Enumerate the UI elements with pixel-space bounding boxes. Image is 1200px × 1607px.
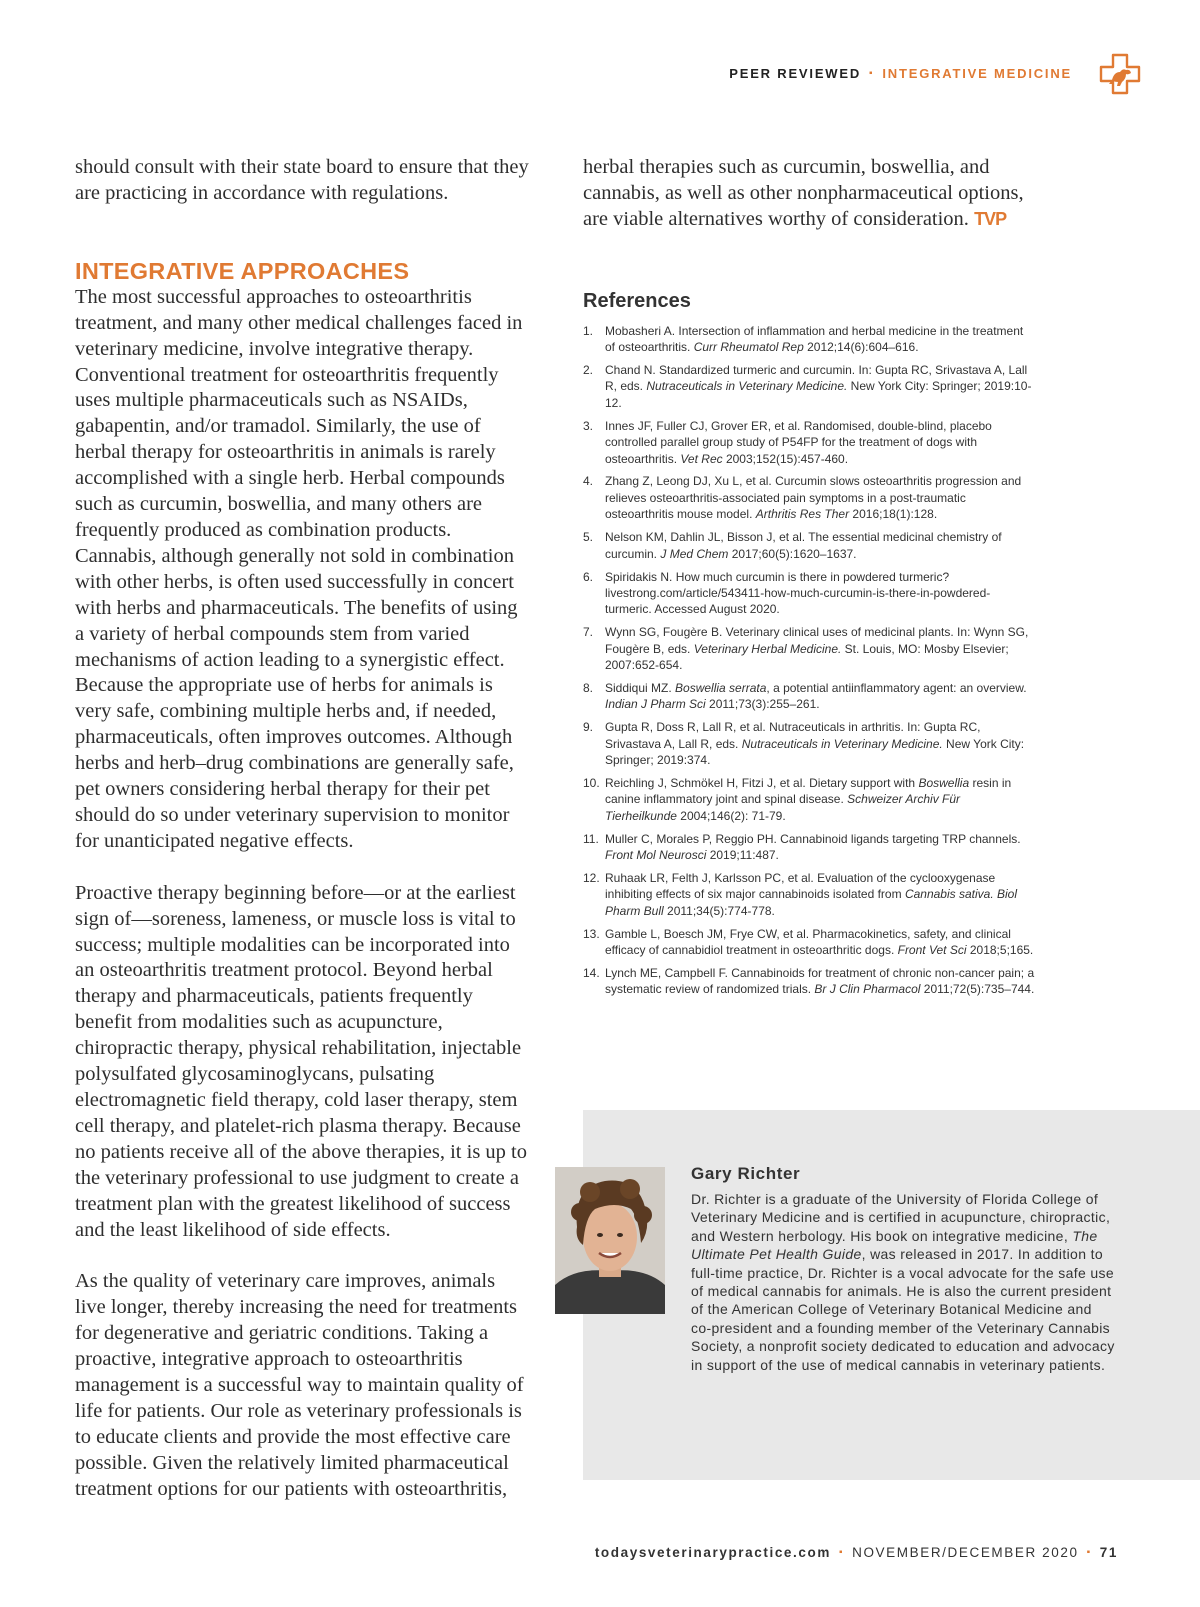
reference-item xyxy=(583,624,1035,673)
bio-text-part: Dr. Richter is a graduate of the University of Florida College of Veterinary Medicine and is certified in acupuncture, chiropractic, and Western herbology. His book on integrative medicine, xyxy=(691,1191,1111,1244)
intro-paragraph: should consult with their state board to ensure that they are practicing in accordance with regulations. xyxy=(75,156,529,204)
reference-text: Boswellia xyxy=(918,775,970,790)
page-number: 71 xyxy=(1099,1545,1118,1560)
reference-text: Br J Clin Pharmacol xyxy=(814,982,921,997)
reference-text: Siddiqui MZ. xyxy=(605,680,676,695)
reference-text: Chand N. Standardized turmeric and curcumin. In: Gupta RC, Srivastava A, Lall R, eds. xyxy=(605,363,1028,394)
reference-text: Reichling J, Schmökel H, Fitzi J, et al. Dietary support with xyxy=(605,775,919,790)
reference-text: Muller C, Morales P, Reggio PH. Cannabinoid ligands targeting TRP channels. xyxy=(605,831,1021,846)
reference-text: Gamble L, Boesch JM, Frye CW, et al. Pharmacokinetics, safety, and clinical efficacy of cannabidiol treatment in osteoarthritic dogs. xyxy=(605,926,1011,958)
reference-text: Nelson KM, Dahlin JL, Bisson J, et al. The essential medicinal chemistry of curcumin. xyxy=(605,530,1002,561)
tvp-end-mark: TVP xyxy=(974,208,1007,229)
reference-number: 12. xyxy=(583,871,600,885)
references-heading: References xyxy=(583,289,691,312)
reference-item xyxy=(583,529,1035,562)
author-portrait-icon xyxy=(555,1167,665,1314)
reference-text: 2018;5;165. xyxy=(966,943,1034,958)
reference-text: 2011;34(5):774-778. xyxy=(663,903,775,918)
running-footer xyxy=(595,1545,1118,1560)
reference-text: Vet Rec xyxy=(680,451,723,466)
reference-number: 11. xyxy=(583,831,599,846)
header-separator: ▪ xyxy=(869,68,875,79)
reference-text: , a potential antiinflammatory agent: an overview. xyxy=(766,680,1027,695)
body-paragraph-2: Proactive therapy beginning before—or at the earliest sign of—soreness, lameness, or muscle loss is vital to success; multiple modalities can be incorporated into an osteoarthritis treatment protocol. Beyond herbal therapy and pharmaceuticals, patients frequently benefit from modalities such as acupuncture, chiropractic therapy, physical rehabilitation, injectable polysulfated glycosaminoglycans, pulsating electromagnetic field therapy, cold laser therapy, stem cell therapy, and platelet-rich plasma therapy. Because no patients receive all of the above therapies, it is up to the veterinary professional to use judgment to create a treatment plan with the greatest likelihood of success and the least likelihood of side effects. xyxy=(75,881,527,1241)
reference-text: Indian J Pharm Sci xyxy=(605,697,706,712)
references-list xyxy=(583,323,1038,998)
reference-text: Front Vet Sci xyxy=(897,943,967,958)
reference-number: 5. xyxy=(583,530,594,545)
reference-number: 9. xyxy=(583,720,594,735)
reference-number: 10. xyxy=(583,775,600,790)
reference-item xyxy=(583,870,1035,919)
running-header xyxy=(729,66,1072,81)
bio-text-part: , was released in 2017. In addition to full-time practice, Dr. Richter is a vocal advocate for the safe use of medical cannabis for animals. He is also the current president of the American College of Veterinary Botanical Medicine and co-president and a founding member of the Veterinary Cannabis Society, a nonprofit society dedicated to education and advocacy in support of the use of medical cannabis in veterinary patients. xyxy=(691,1246,1115,1373)
reference-number: 4. xyxy=(583,474,594,489)
reference-number: 8. xyxy=(583,680,594,695)
reference-text: Wynn SG, Fougère B. Veterinary clinical uses of medicinal plants. In: Wynn SG, Fougère B, eds. xyxy=(605,625,1029,656)
reference-number: 14. xyxy=(583,966,600,981)
reference-text: Spiridakis N. How much curcumin is there in powdered turmeric? livestrong.com/article/543411-how-much-curcumin-is-there-in-powdered-turmeric. Accessed August 2020. xyxy=(605,569,991,617)
footer-site: todaysveterinarypractice.com xyxy=(594,1545,831,1560)
reference-number: 7. xyxy=(583,625,594,640)
header-topic: INTEGRATIVE MEDICINE xyxy=(882,66,1072,81)
reference-text: J Med Chem xyxy=(660,546,729,561)
reference-number: 6. xyxy=(583,569,594,584)
section-heading: INTEGRATIVE APPROACHES xyxy=(75,257,410,284)
bio-book-title: The Ultimate Pet Health Guide xyxy=(691,1227,1098,1263)
reference-number: 2. xyxy=(583,363,594,378)
footer-issue: NOVEMBER/DECEMBER 2020 xyxy=(852,1545,1079,1560)
reference-text: Innes JF, Fuller CJ, Grover ER, et al. Randomised, double-blind, placebo controlled parallel group study of P54FP for the treatment of dogs with osteoarthritis. xyxy=(605,418,992,466)
reference-text: Mobasheri A. Intersection of inflammation and herbal medicine in the treatment of osteoarthritis. xyxy=(605,323,1024,355)
body-paragraph-3: As the quality of veterinary care improves, animals live longer, thereby increasing the need for treatments for degenerative and geriatric conditions. Taking a proactive, integrative approach to osteoarthritis management is a successful way to maintain quality of life for patients. Our role as veterinary professionals is to educate clients and provide the most effective care possible. Given the relatively limited pharmaceutical treatment options for our patients with osteoarthritis, xyxy=(75,1270,524,1500)
reference-number: 13. xyxy=(583,926,600,941)
reference-text: Arthritis Res Ther xyxy=(755,507,850,522)
reference-item xyxy=(583,831,1035,864)
reference-item xyxy=(583,362,1035,411)
reference-item xyxy=(583,965,1035,998)
reference-item xyxy=(583,323,1035,356)
conclusion-text: herbal therapies such as curcumin, boswellia, and cannabis, as well as other nonpharmaceutical options, are viable alternatives worthy of consideration. xyxy=(583,156,1024,230)
reference-number: 3. xyxy=(583,418,594,433)
reference-text: Nutraceuticals in Veterinary Medicine. xyxy=(646,379,848,394)
reference-item xyxy=(583,569,1035,618)
reference-text: St. Louis, MO: Mosby Elsevier; 2007:652-654. xyxy=(605,641,1009,673)
reference-text: Ruhaak LR, Felth J, Karlsson PC, et al. Evaluation of the cyclooxygenase inhibiting effects of six major cannabinoids isolated from xyxy=(605,871,996,902)
body-paragraph-1: The most successful approaches to osteoarthritis treatment, and many other medical challenges faced in veterinary medicine, involve integrative therapy. Conventional treatment for osteoarthritis frequently uses multiple pharmaceuticals such as NSAIDs, gabapentin, and/or tramadol. Similarly, the use of herbal therapy for osteoarthritis in animals is rarely accomplished with a single herb. Herbal compounds such as curcumin, boswellia, and many others are frequently produced as combination products. Cannabis, although generally not sold in combination with other herbs, is often used successfully in concert with herbs and pharmaceuticals. The benefits of using a variety of herbal compounds stem from varied mechanisms of action leading to a synergistic effect. Because the appropriate use of herbs for animals is very safe, combining multiple herbs and, if needed, pharmaceuticals, often improves outcomes. Although herbs and herb–drug combinations are generally safe, pet owners considering herbal therapy for their pet should do so under veterinary supervision to monitor for unanticipated negative effects. xyxy=(75,285,523,852)
reference-text: 2011;73(3):255–261. xyxy=(705,697,820,712)
reference-text: Curr Rheumatol Rep xyxy=(693,340,804,355)
reference-item xyxy=(583,719,1035,768)
reference-text: New York City: Springer; 2019:374. xyxy=(605,736,1025,768)
reference-number: 1. xyxy=(583,323,594,338)
author-bio xyxy=(691,1164,1116,1374)
reference-item xyxy=(583,926,1035,959)
medical-cross-animals-icon xyxy=(1098,52,1142,96)
author-bio-text xyxy=(691,1190,1116,1374)
right-column xyxy=(583,155,1038,1004)
reference-text: Nutraceuticals in Veterinary Medicine. xyxy=(741,736,943,751)
reference-text: Zhang Z, Leong DJ, Xu L, et al. Curcumin slows osteoarthritis progression and relieves osteoarthritis-associated pain symptoms in a post-traumatic osteoarthritis mouse model. xyxy=(605,474,1022,522)
reference-item xyxy=(583,418,1035,467)
reference-text: Cannabis sativa. Biol Pharm Bull xyxy=(605,887,1017,918)
reference-text: New York City: Springer; 2019:10-12. xyxy=(605,379,1032,410)
reference-item xyxy=(583,473,1035,522)
reference-text: resin in canine inflammatory joint and spinal disease. xyxy=(605,775,1012,807)
reference-text: Front Mol Neurosci xyxy=(605,848,707,863)
reference-text: 2003;152(15):457-460. xyxy=(722,451,849,466)
reference-text: Veterinary Herbal Medicine. xyxy=(693,641,842,656)
reference-text: Lynch ME, Campbell F. Cannabinoids for treatment of chronic non-cancer pain; a systematic review of randomized trials. xyxy=(605,966,1035,997)
reference-text: 2016;18(1):128. xyxy=(849,507,938,522)
footer-separator: ▪ xyxy=(838,1547,845,1558)
reference-text: 2019;11:487. xyxy=(706,848,779,863)
author-name: Gary Richter xyxy=(691,1164,801,1183)
reference-item xyxy=(583,775,1035,824)
reference-text: Gupta R, Doss R, Lall R, et al. Nutraceuticals in arthritis. In: Gupta RC, Srivastava A, Lall R, eds. xyxy=(605,720,981,751)
reference-text: 2011;72(5):735–744. xyxy=(920,982,1035,997)
reference-text: 2004;146(2): 71-79. xyxy=(676,808,786,823)
reference-text: Boswellia serrata xyxy=(675,680,767,695)
footer-separator: ▪ xyxy=(1086,1547,1092,1558)
reference-text: 2017;60(5):1620–1637. xyxy=(728,546,857,561)
reference-text: Schweizer Archiv Für Tierheilkunde xyxy=(605,792,961,823)
conclusion-paragraph xyxy=(583,155,1038,233)
reference-text: 2012;14(6):604–616. xyxy=(803,340,919,355)
left-column xyxy=(75,155,530,1503)
header-section: PEER REVIEWED xyxy=(729,66,862,81)
reference-item xyxy=(583,680,1035,713)
